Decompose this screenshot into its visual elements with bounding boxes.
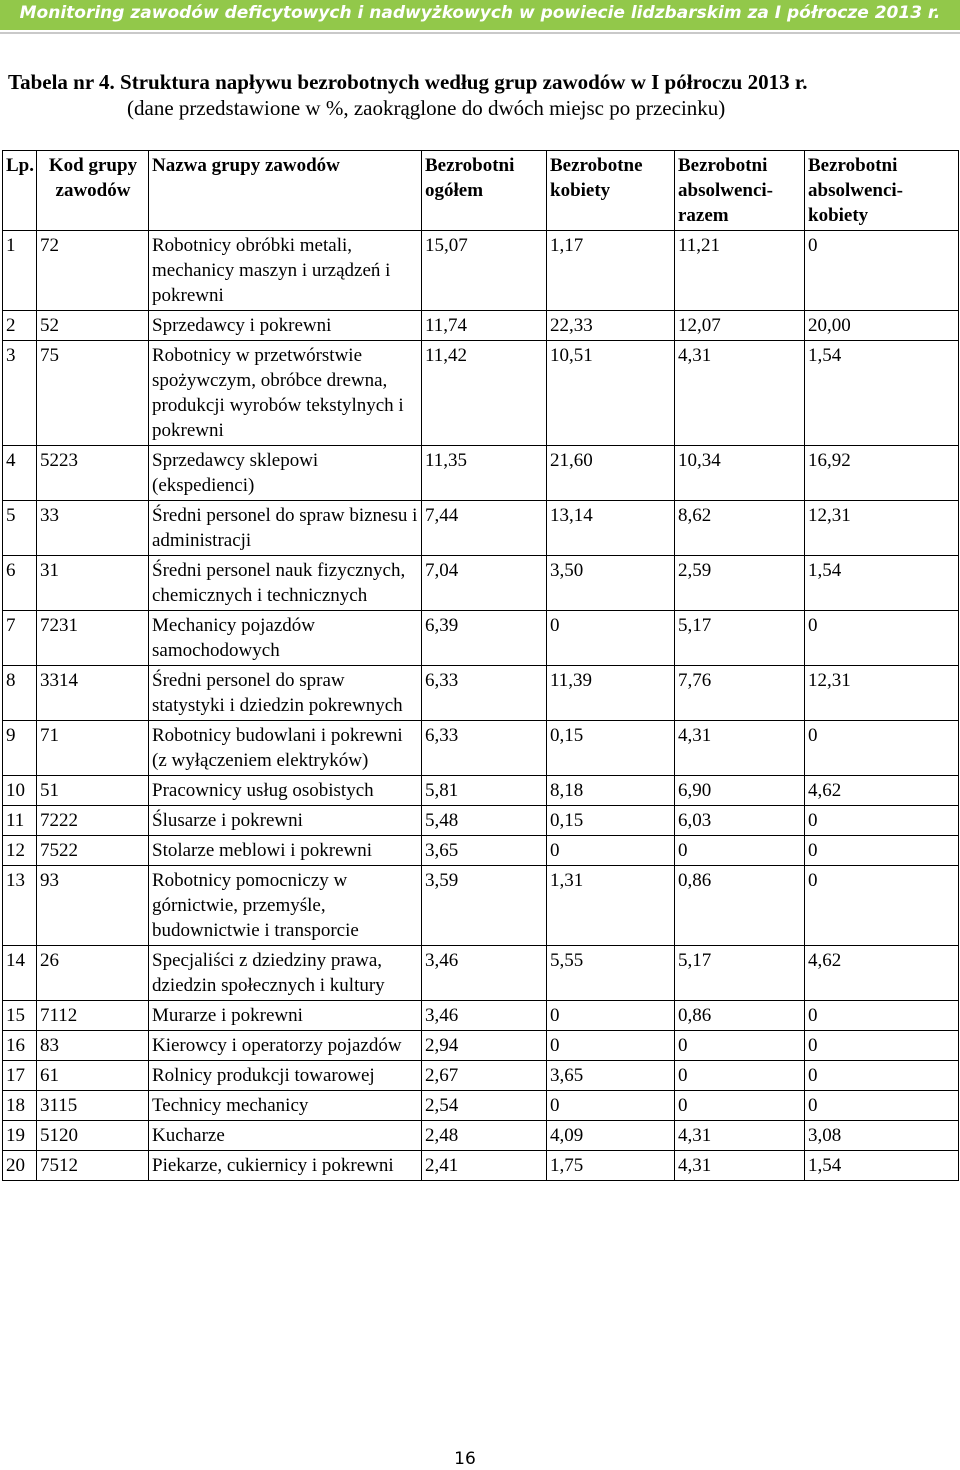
table-body xyxy=(3,231,959,1181)
table-cell-absolwenci-kobiety: 0 xyxy=(805,231,959,311)
table-cell-absolwenci-kobiety: 0 xyxy=(805,806,959,836)
table-cell-absolwenci-razem: 4,31 xyxy=(675,721,805,776)
table-row xyxy=(3,946,959,1001)
table-cell-absolwenci-razem: 10,34 xyxy=(675,446,805,501)
table-cell-ogolem: 6,39 xyxy=(422,611,547,666)
table-cell-nazwa: Średni personel do spraw biznesu i administracji xyxy=(149,501,422,556)
table-cell-kod: 93 xyxy=(37,866,149,946)
table-cell-absolwenci-razem: 6,03 xyxy=(675,806,805,836)
table-row xyxy=(3,1121,959,1151)
header-divider xyxy=(0,32,960,34)
table-cell-kobiety: 0,15 xyxy=(547,806,675,836)
table-cell-absolwenci-kobiety: 0 xyxy=(805,866,959,946)
table-cell-nazwa: Sprzedawcy sklepowi (ekspedienci) xyxy=(149,446,422,501)
table-cell-kobiety: 5,55 xyxy=(547,946,675,1001)
table-cell-lp: 12 xyxy=(3,836,37,866)
table-cell-ogolem: 3,59 xyxy=(422,866,547,946)
table-row xyxy=(3,866,959,946)
table-cell-absolwenci-razem: 4,31 xyxy=(675,341,805,446)
table-header-row xyxy=(3,151,959,231)
table-cell-absolwenci-kobiety: 0 xyxy=(805,611,959,666)
table-cell-kobiety: 22,33 xyxy=(547,311,675,341)
table-cell-ogolem: 5,81 xyxy=(422,776,547,806)
table-cell-lp: 7 xyxy=(3,611,37,666)
table-cell-absolwenci-razem: 4,31 xyxy=(675,1151,805,1181)
table-cell-kod: 33 xyxy=(37,501,149,556)
column-header-ogolem: Bezrobotni ogółem xyxy=(422,151,547,231)
table-cell-ogolem: 3,46 xyxy=(422,1001,547,1031)
table-cell-absolwenci-razem: 12,07 xyxy=(675,311,805,341)
column-header-kobiety: Bezrobotne kobiety xyxy=(547,151,675,231)
table-cell-lp: 3 xyxy=(3,341,37,446)
table-row xyxy=(3,666,959,721)
table-cell-absolwenci-razem: 0,86 xyxy=(675,866,805,946)
table-row xyxy=(3,231,959,311)
table-cell-ogolem: 3,46 xyxy=(422,946,547,1001)
table-cell-kobiety: 0 xyxy=(547,1031,675,1061)
table-cell-kobiety: 8,18 xyxy=(547,776,675,806)
table-cell-nazwa: Kucharze xyxy=(149,1121,422,1151)
table-cell-lp: 14 xyxy=(3,946,37,1001)
table-cell-absolwenci-kobiety: 4,62 xyxy=(805,776,959,806)
table-cell-kod: 3115 xyxy=(37,1091,149,1121)
table-cell-ogolem: 15,07 xyxy=(422,231,547,311)
table-cell-absolwenci-kobiety: 0 xyxy=(805,721,959,776)
table-row xyxy=(3,836,959,866)
table-cell-nazwa: Specjaliści z dziedziny prawa, dziedzin społecznych i kultury xyxy=(149,946,422,1001)
table-cell-kod: 3314 xyxy=(37,666,149,721)
table-cell-ogolem: 2,94 xyxy=(422,1031,547,1061)
table-cell-ogolem: 7,04 xyxy=(422,556,547,611)
table-cell-absolwenci-razem: 11,21 xyxy=(675,231,805,311)
table-cell-kobiety: 0 xyxy=(547,1001,675,1031)
table-cell-absolwenci-kobiety: 0 xyxy=(805,1001,959,1031)
table-cell-absolwenci-razem: 7,76 xyxy=(675,666,805,721)
table-cell-absolwenci-kobiety: 0 xyxy=(805,1091,959,1121)
table-title: Tabela nr 4. Struktura napływu bezrobotnych według grup zawodów w I półroczu 2013 r. xyxy=(8,70,808,94)
column-header-absolwenci-kobiety: Bezrobotni absolwenci-kobiety xyxy=(805,151,959,231)
table-cell-kobiety: 1,17 xyxy=(547,231,675,311)
table-row xyxy=(3,1091,959,1121)
table-cell-ogolem: 11,42 xyxy=(422,341,547,446)
table-cell-lp: 1 xyxy=(3,231,37,311)
table-cell-nazwa: Piekarze, cukiernicy i pokrewni xyxy=(149,1151,422,1181)
table-cell-kobiety: 10,51 xyxy=(547,341,675,446)
table-row xyxy=(3,721,959,776)
table-cell-kod: 5223 xyxy=(37,446,149,501)
table-row xyxy=(3,776,959,806)
column-header-nazwa: Nazwa grupy zawodów xyxy=(149,151,422,231)
table-cell-kobiety: 0 xyxy=(547,1091,675,1121)
table-cell-ogolem: 2,54 xyxy=(422,1091,547,1121)
table-cell-absolwenci-kobiety: 1,54 xyxy=(805,341,959,446)
table-cell-absolwenci-kobiety: 0 xyxy=(805,1031,959,1061)
table-cell-kobiety: 21,60 xyxy=(547,446,675,501)
column-header-absolwenci-razem: Bezrobotni absolwenci-razem xyxy=(675,151,805,231)
column-header-lp: Lp. xyxy=(3,151,37,231)
table-cell-kod: 7222 xyxy=(37,806,149,836)
table-cell-absolwenci-razem: 0 xyxy=(675,1091,805,1121)
table-cell-lp: 18 xyxy=(3,1091,37,1121)
table-cell-lp: 4 xyxy=(3,446,37,501)
table-cell-nazwa: Średni personel do spraw statystyki i dziedzin pokrewnych xyxy=(149,666,422,721)
table-row xyxy=(3,446,959,501)
table-cell-absolwenci-kobiety: 0 xyxy=(805,1061,959,1091)
table-cell-absolwenci-razem: 8,62 xyxy=(675,501,805,556)
table-row xyxy=(3,1151,959,1181)
table-cell-absolwenci-kobiety: 12,31 xyxy=(805,666,959,721)
table-cell-absolwenci-razem: 4,31 xyxy=(675,1121,805,1151)
table-cell-kod: 51 xyxy=(37,776,149,806)
table-cell-nazwa: Mechanicy pojazdów samochodowych xyxy=(149,611,422,666)
table-cell-absolwenci-kobiety: 20,00 xyxy=(805,311,959,341)
table-cell-kod: 52 xyxy=(37,311,149,341)
table-cell-absolwenci-razem: 5,17 xyxy=(675,611,805,666)
table-row xyxy=(3,1061,959,1091)
table-cell-kod: 61 xyxy=(37,1061,149,1091)
table-row xyxy=(3,311,959,341)
table-cell-nazwa: Średni personel nauk fizycznych, chemicznych i technicznych xyxy=(149,556,422,611)
table-cell-nazwa: Sprzedawcy i pokrewni xyxy=(149,311,422,341)
table-cell-lp: 20 xyxy=(3,1151,37,1181)
table-row xyxy=(3,611,959,666)
table-cell-ogolem: 6,33 xyxy=(422,666,547,721)
occupations-table xyxy=(2,150,959,1181)
table-cell-lp: 16 xyxy=(3,1031,37,1061)
table-cell-kobiety: 0,15 xyxy=(547,721,675,776)
table-cell-nazwa: Robotnicy budowlani i pokrewni (z wyłączeniem elektryków) xyxy=(149,721,422,776)
table-cell-lp: 19 xyxy=(3,1121,37,1151)
table-cell-nazwa: Robotnicy obróbki metali, mechanicy maszyn i urządzeń i pokrewni xyxy=(149,231,422,311)
table-row xyxy=(3,556,959,611)
table-cell-kobiety: 3,65 xyxy=(547,1061,675,1091)
table-cell-nazwa: Stolarze meblowi i pokrewni xyxy=(149,836,422,866)
table-cell-kobiety: 0 xyxy=(547,611,675,666)
table-cell-lp: 15 xyxy=(3,1001,37,1031)
table-cell-absolwenci-kobiety: 4,62 xyxy=(805,946,959,1001)
table-cell-lp: 5 xyxy=(3,501,37,556)
table-cell-nazwa: Pracownicy usług osobistych xyxy=(149,776,422,806)
table-cell-kod: 83 xyxy=(37,1031,149,1061)
table-cell-nazwa: Ślusarze i pokrewni xyxy=(149,806,422,836)
table-cell-ogolem: 2,48 xyxy=(422,1121,547,1151)
table-cell-absolwenci-kobiety: 1,54 xyxy=(805,556,959,611)
table-cell-absolwenci-razem: 6,90 xyxy=(675,776,805,806)
table-cell-ogolem: 11,35 xyxy=(422,446,547,501)
table-row xyxy=(3,1031,959,1061)
table-cell-ogolem: 6,33 xyxy=(422,721,547,776)
column-header-kod: Kod grupy zawodów xyxy=(37,151,149,231)
table-cell-kobiety: 11,39 xyxy=(547,666,675,721)
table-cell-absolwenci-kobiety: 1,54 xyxy=(805,1151,959,1181)
table-row xyxy=(3,501,959,556)
table-cell-absolwenci-kobiety: 3,08 xyxy=(805,1121,959,1151)
table-cell-lp: 13 xyxy=(3,866,37,946)
table-cell-ogolem: 5,48 xyxy=(422,806,547,836)
table-row xyxy=(3,806,959,836)
table-cell-ogolem: 2,41 xyxy=(422,1151,547,1181)
table-cell-absolwenci-kobiety: 0 xyxy=(805,836,959,866)
table-cell-absolwenci-razem: 0,86 xyxy=(675,1001,805,1031)
table-cell-ogolem: 11,74 xyxy=(422,311,547,341)
table-row xyxy=(3,341,959,446)
running-header-title: Monitoring zawodów deficytowych i nadwyżkowych w powiecie lidzbarskim za I półrocze 2013 r. xyxy=(19,3,941,23)
table-cell-lp: 11 xyxy=(3,806,37,836)
table-cell-nazwa: Murarze i pokrewni xyxy=(149,1001,422,1031)
table-cell-ogolem: 3,65 xyxy=(422,836,547,866)
table-cell-nazwa: Rolnicy produkcji towarowej xyxy=(149,1061,422,1091)
table-cell-nazwa: Kierowcy i operatorzy pojazdów xyxy=(149,1031,422,1061)
table-cell-kod: 72 xyxy=(37,231,149,311)
table-row xyxy=(3,1001,959,1031)
table-cell-absolwenci-kobiety: 16,92 xyxy=(805,446,959,501)
table-cell-absolwenci-razem: 0 xyxy=(675,1031,805,1061)
table-cell-kod: 5120 xyxy=(37,1121,149,1151)
table-cell-kod: 75 xyxy=(37,341,149,446)
table-cell-lp: 8 xyxy=(3,666,37,721)
table-subtitle: (dane przedstawione w %, zaokrąglone do dwóch miejsc po przecinku) xyxy=(127,96,726,120)
table-cell-lp: 9 xyxy=(3,721,37,776)
table-cell-lp: 10 xyxy=(3,776,37,806)
table-cell-nazwa: Robotnicy pomocniczy w górnictwie, przemyśle, budownictwie i transporcie xyxy=(149,866,422,946)
table-cell-absolwenci-razem: 5,17 xyxy=(675,946,805,1001)
table-cell-kobiety: 0 xyxy=(547,836,675,866)
table-cell-kobiety: 1,75 xyxy=(547,1151,675,1181)
table-cell-kod: 7522 xyxy=(37,836,149,866)
table-cell-kobiety: 3,50 xyxy=(547,556,675,611)
table-cell-kod: 26 xyxy=(37,946,149,1001)
table-cell-nazwa: Robotnicy w przetwórstwie spożywczym, obróbce drewna, produkcji wyrobów tekstylnych i pokrewni xyxy=(149,341,422,446)
table-cell-kod: 71 xyxy=(37,721,149,776)
table-cell-kod: 7231 xyxy=(37,611,149,666)
page-number: 16 xyxy=(454,1449,476,1469)
table-cell-absolwenci-kobiety: 12,31 xyxy=(805,501,959,556)
table-cell-kod: 7512 xyxy=(37,1151,149,1181)
table-cell-lp: 2 xyxy=(3,311,37,341)
table-cell-ogolem: 7,44 xyxy=(422,501,547,556)
table-cell-nazwa: Technicy mechanicy xyxy=(149,1091,422,1121)
table-cell-kod: 31 xyxy=(37,556,149,611)
table-cell-kobiety: 1,31 xyxy=(547,866,675,946)
table-cell-absolwenci-razem: 0 xyxy=(675,836,805,866)
table-cell-kod: 7112 xyxy=(37,1001,149,1031)
table-cell-kobiety: 13,14 xyxy=(547,501,675,556)
table-cell-lp: 17 xyxy=(3,1061,37,1091)
table-cell-absolwenci-razem: 2,59 xyxy=(675,556,805,611)
table-cell-kobiety: 4,09 xyxy=(547,1121,675,1151)
table-cell-lp: 6 xyxy=(3,556,37,611)
table-cell-ogolem: 2,67 xyxy=(422,1061,547,1091)
table-cell-absolwenci-razem: 0 xyxy=(675,1061,805,1091)
